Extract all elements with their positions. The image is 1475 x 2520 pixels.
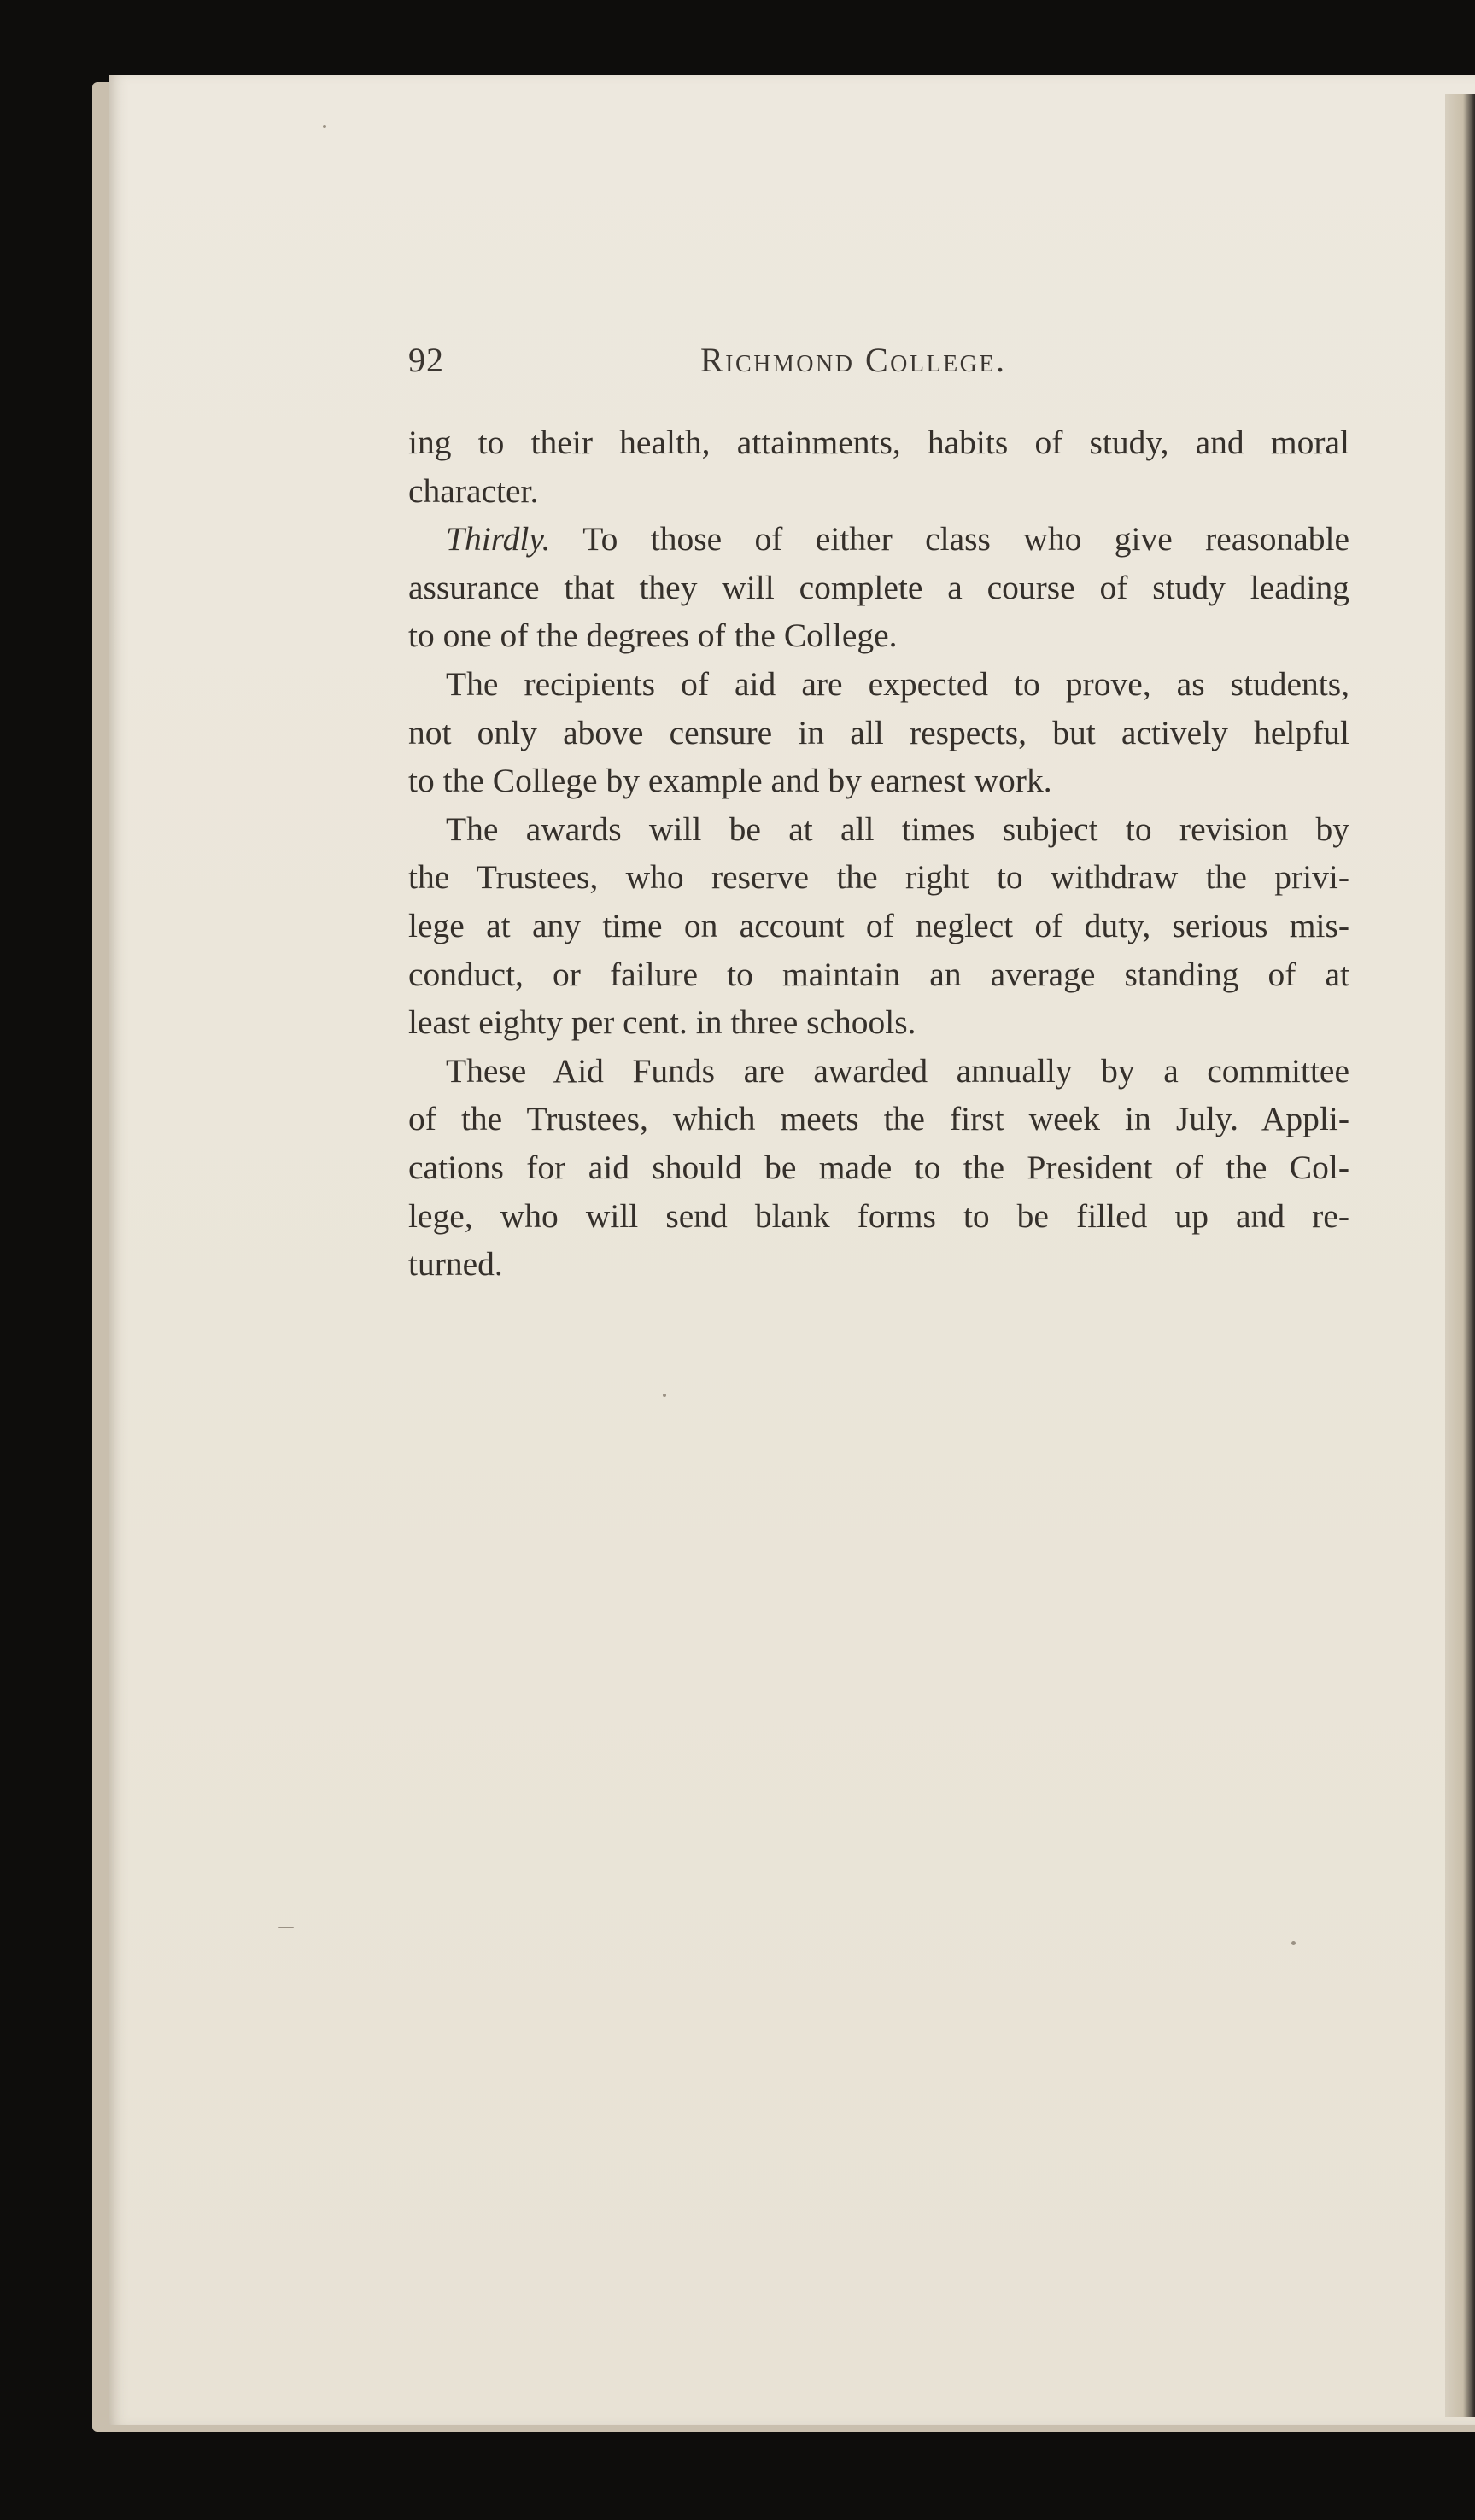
body-text — [408, 418, 1349, 1289]
text-line: to one of the degrees of the College. — [408, 617, 898, 655]
text-line: not only above censure in all respects, but actively helpful — [408, 713, 1349, 751]
text-line: These Aid Funds are awarded annually by a committee — [446, 1051, 1349, 1090]
text-line: least eighty per cent. in three schools. — [408, 1003, 916, 1042]
running-head — [408, 340, 1348, 400]
text-line: conduct, or failure to maintain an average standing of at — [408, 955, 1349, 993]
page-number: 92 — [408, 341, 444, 379]
paper-speck — [323, 125, 326, 128]
text-line: ing to their health, attainments, habits of study, and moral — [408, 424, 1349, 461]
paper-speck — [278, 1927, 294, 1928]
text-line: of the Trustees, which meets the first week in July. Appli- — [408, 1100, 1349, 1138]
running-head-title: Richmond College. — [700, 341, 1007, 379]
text-line: assurance that they will complete a course of study leading — [408, 568, 1349, 606]
paper-speck — [1291, 1941, 1296, 1945]
text-line: lege at any time on account of neglect of duty, serious mis- — [408, 906, 1349, 944]
text-line: the Trustees, who reserve the right to withdraw the privi- — [408, 858, 1349, 897]
text-line-rest: To those of either class who give reasonable — [550, 520, 1349, 558]
text-line: cations for aid should be made to the President of the Col- — [408, 1148, 1349, 1186]
facing-page-edge — [1445, 94, 1475, 2417]
text-line: turned. — [408, 1245, 503, 1283]
text-line — [408, 515, 1349, 564]
text-line: character. — [408, 471, 539, 510]
text-line: The awards will be at all times subject to revision by — [446, 810, 1349, 848]
thirdly-label: Thirdly. — [446, 520, 551, 558]
text-line: lege, who will send blank forms to be filled up and re- — [408, 1196, 1349, 1235]
text-line: The recipients of aid are expected to prove, as students, — [446, 664, 1349, 703]
text-line: to the College by example and by earnest work. — [408, 762, 1052, 800]
paper-speck — [663, 1394, 666, 1397]
